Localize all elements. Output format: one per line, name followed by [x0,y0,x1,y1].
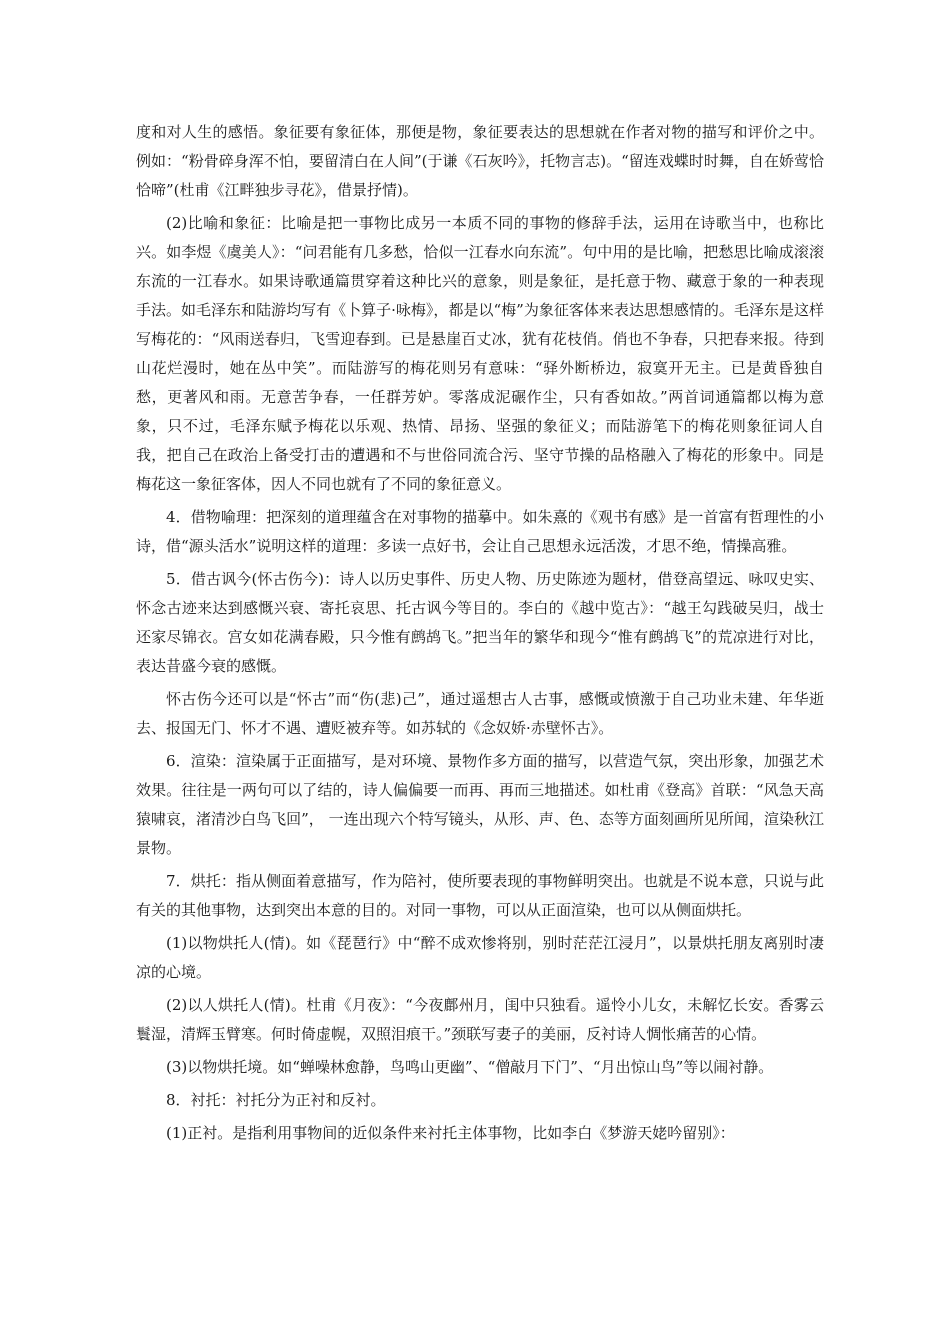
paragraph-rendering: 6．渲染：渲染属于正面描写，是对环境、景物作多方面的描写，以营造气氛，突出形象，加强艺术效果。往往是一两句可以了结的，诗人偏偏要一而再、再而三地描述。如杜甫《登高》首联：“风急天高猿啸哀，渚清沙白鸟飞回”， 一连出现六个特写镜头，从形、声、色、态等方面刻画所见所闻，渲染秋江景物。 [136,752,824,857]
paragraph-setting-off: 7．烘托：指从侧面着意描写，作为陪衬，使所要表现的事物鲜明突出。也就是不说本意，只说与此有关的其他事物，达到突出本意的目的。对同一事物，可以从正面渲染，也可以从侧面烘托。 [136,872,824,919]
paragraph-object-scene: (3)以物烘托境。如“蝉噪林愈静，鸟鸣山更幽”、“僧敲月下门”、“月出惊山鸟”等以闹衬静。 [166,1058,774,1076]
paragraph-past-present: 5．借古讽今(怀古伤今)：诗人以历史事件、历史人物、历史陈迹为题材，借登高望远、咏叹史实、怀念古迹来达到感慨兴衰、寄托哀思、托古讽今等目的。李白的《越中览古》：“越王勾践破吴归，战士还家尽锦衣。宫女如花满春殿，只今惟有鹧鸪飞。”把当年的繁华和现今“惟有鹧鸪飞”的荒凉进行对比，表达昔盛今衰的感慨。 [136,570,824,675]
paragraph-nostalgia: 怀古伤今还可以是“怀古”而“伤(悲)己”，通过遥想古人古事，感慨或愤激于自己功业未建、年华逝去、报国无门、怀才不遇、遭贬被弃等。如苏轼的《念奴娇·赤壁怀古》。 [136,690,824,737]
paragraph-reasoning: 4．借物喻理：把深刻的道理蕴含在对事物的描摹中。如朱熹的《观书有感》是一首富有哲理性的小诗，借“源头活水”说明这样的道理：多读一点好书，会让自己思想永远活泼，才思不绝，情操高雅。 [136,508,824,555]
paragraph-positive-contrast: (1)正衬。是指利用事物间的近似条件来衬托主体事物，比如李白《梦游天姥吟留别》： [166,1124,735,1142]
paragraph-symbol-intro: 度和对人生的感悟。象征要有象征体，那便是物，象征要表达的思想就在作者对物的描写和评价之中。例如：“粉骨碎身浑不怕，要留清白在人间”(于谦《石灰吟》，托物言志)。“留连戏蝶时时舞，自在娇莺恰恰啼”(杜甫《江畔独步寻花》，借景抒情)。 [136,123,824,199]
paragraph-metaphor-symbol: (2)比喻和象征：比喻是把一事物比成另一本质不同的事物的修辞手法，运用在诗歌当中，也称比兴。如李煜《虞美人》：“问君能有几多愁，恰似一江春水向东流”。句中用的是比喻，把愁思比喻成滚滚东流的一江春水。如果诗歌通篇贯穿着这种比兴的意象，则是象征，是托意于物、藏意于象的一种表现手法。如毛泽东和陆游均写有《卜算子·咏梅》，都是以“梅”为象征客体来表达思想感情的。毛泽东是这样写梅花的：“风雨送春归，飞雪迎春到。已是悬崖百丈冰，犹有花枝俏。俏也不争春，只把春来报。待到山花烂漫时，她在丛中笑”。而陆游写的梅花则另有意味：“驿外断桥边，寂寞开无主。已是黄昏独自愁，更著风和雨。无意苦争春，一任群芳妒。零落成泥碾作尘，只有香如故。”两首词通篇都以梅为意象，只不过，毛泽东赋予梅花以乐观、热情、昂扬、坚强的象征义；而陆游笔下的梅花则象征词人自我，把自己在政治上备受打击的遭遇和不与世俗同流合污、坚守节操的品格融入了梅花的形象中。同是梅花这一象征客体，因人不同也就有了不同的象征意义。 [136,214,824,493]
paragraph-person-person: (2)以人烘托人(情)。杜甫《月夜》：“今夜鄜州月，闺中只独看。遥怜小儿女，未解忆长安。香雾云鬟湿，清辉玉臂寒。何时倚虚幌，双照泪痕干。”颈联写妻子的美丽，反衬诗人惆怅痛苦的心情。 [136,996,824,1043]
paragraph-object-person: (1)以物烘托人(情)。如《琵琶行》中“醉不成欢惨将别，别时茫茫江浸月”，以景烘托朋友离别时凄凉的心境。 [136,934,824,981]
document-body [136,118,824,1148]
paragraph-contrast: 8．衬托：衬托分为正衬和反衬。 [166,1091,386,1109]
